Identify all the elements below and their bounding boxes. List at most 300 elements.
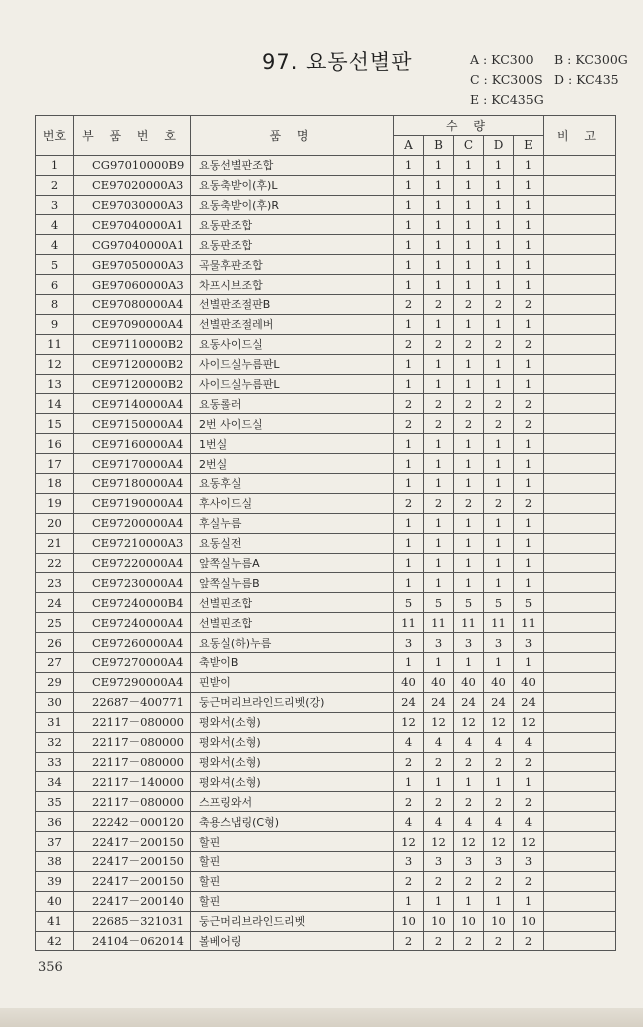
row-qty-c: 2: [454, 792, 484, 812]
row-qty-b: 1: [424, 195, 454, 215]
row-remarks: [544, 812, 616, 832]
row-qty-b: 12: [424, 712, 454, 732]
row-qty-c: 1: [454, 195, 484, 215]
row-qty-a: 1: [394, 255, 424, 275]
row-qty-d: 1: [484, 553, 514, 573]
row-qty-e: 1: [514, 374, 544, 394]
row-part-name: 곡물후판조합: [191, 255, 394, 275]
row-number: 38: [36, 851, 74, 871]
row-qty-e: 2: [514, 334, 544, 354]
row-qty-e: 2: [514, 414, 544, 434]
row-qty-b: 2: [424, 871, 454, 891]
row-remarks: [544, 772, 616, 792]
row-part-name: 선별핀조합: [191, 593, 394, 613]
row-qty-b: 2: [424, 295, 454, 315]
row-number: 32: [36, 732, 74, 752]
row-remarks: [544, 851, 616, 871]
row-qty-b: 1: [424, 533, 454, 553]
row-number: 14: [36, 394, 74, 414]
row-part-number: CE97160000A4: [74, 434, 191, 454]
row-remarks: [544, 334, 616, 354]
row-part-number: 22417－200150: [74, 832, 191, 852]
row-part-name: 선별판조절레버: [191, 314, 394, 334]
table-row: [36, 672, 616, 692]
row-qty-a: 1: [394, 553, 424, 573]
row-qty-c: 2: [454, 295, 484, 315]
row-qty-d: 2: [484, 792, 514, 812]
row-qty-a: 2: [394, 493, 424, 513]
table-row: [36, 851, 616, 871]
header-qty-c: C: [454, 135, 484, 155]
row-qty-c: 1: [454, 255, 484, 275]
row-qty-e: 11: [514, 613, 544, 633]
row-part-name: 후실누름: [191, 513, 394, 533]
row-number: 6: [36, 275, 74, 295]
table-row: [36, 434, 616, 454]
row-part-number: CE97110000B2: [74, 334, 191, 354]
row-part-number: CE97020000A3: [74, 175, 191, 195]
row-remarks: [544, 891, 616, 911]
row-qty-c: 12: [454, 712, 484, 732]
row-qty-c: 1: [454, 513, 484, 533]
row-part-name: 사이드실누름판L: [191, 374, 394, 394]
table-row: [36, 871, 616, 891]
row-qty-a: 2: [394, 792, 424, 812]
table-row: [36, 931, 616, 951]
row-qty-c: 1: [454, 314, 484, 334]
row-part-number: 22685－321031: [74, 911, 191, 931]
row-qty-a: 2: [394, 295, 424, 315]
row-qty-d: 2: [484, 394, 514, 414]
row-qty-b: 1: [424, 573, 454, 593]
row-qty-e: 4: [514, 812, 544, 832]
row-qty-d: 2: [484, 493, 514, 513]
row-qty-e: 3: [514, 851, 544, 871]
model-b: B : KC300G: [554, 52, 628, 67]
row-remarks: [544, 613, 616, 633]
row-qty-e: 4: [514, 732, 544, 752]
table-row: [36, 175, 616, 195]
row-qty-b: 2: [424, 414, 454, 434]
row-part-name: 요동축받이(후)R: [191, 195, 394, 215]
row-part-name: 앞쪽실누름B: [191, 573, 394, 593]
row-qty-e: 1: [514, 215, 544, 235]
table-row: [36, 752, 616, 772]
row-part-number: CE97240000A4: [74, 613, 191, 633]
row-qty-b: 2: [424, 792, 454, 812]
header-part-no: 부 품 번 호: [74, 116, 191, 156]
model-e: E : KC435G: [470, 92, 544, 107]
row-qty-b: 1: [424, 513, 454, 533]
row-qty-b: 10: [424, 911, 454, 931]
table-row: [36, 593, 616, 613]
row-number: 24: [36, 593, 74, 613]
row-qty-b: 11: [424, 613, 454, 633]
row-number: 9: [36, 314, 74, 334]
header-remarks: 비 고: [544, 116, 616, 156]
table-row: [36, 891, 616, 911]
row-remarks: [544, 593, 616, 613]
row-part-name: 사이드실누름판L: [191, 354, 394, 374]
row-part-number: 22117－080000: [74, 752, 191, 772]
table-row: [36, 832, 616, 852]
row-part-name: 요동후실: [191, 474, 394, 494]
row-qty-d: 1: [484, 374, 514, 394]
row-qty-d: 11: [484, 613, 514, 633]
row-part-number: 22117－140000: [74, 772, 191, 792]
row-part-name: 할핀: [191, 851, 394, 871]
table-row: [36, 533, 616, 553]
row-qty-e: 12: [514, 832, 544, 852]
row-qty-d: 1: [484, 155, 514, 175]
row-part-name: 요동축받이(후)L: [191, 175, 394, 195]
row-number: 39: [36, 871, 74, 891]
page-title: 97. 요동선별판: [262, 50, 413, 74]
row-qty-d: 3: [484, 851, 514, 871]
row-qty-b: 1: [424, 275, 454, 295]
table-row: [36, 573, 616, 593]
row-remarks: [544, 493, 616, 513]
row-qty-a: 1: [394, 454, 424, 474]
row-remarks: [544, 434, 616, 454]
row-part-name: 요동실(하)누름: [191, 633, 394, 653]
row-qty-a: 1: [394, 891, 424, 911]
row-qty-a: 3: [394, 633, 424, 653]
row-qty-d: 2: [484, 295, 514, 315]
row-part-number: CE97180000A4: [74, 474, 191, 494]
row-qty-e: 1: [514, 891, 544, 911]
row-part-name: 평와서(소형): [191, 752, 394, 772]
table-row: [36, 195, 616, 215]
row-qty-c: 40: [454, 672, 484, 692]
row-qty-c: 1: [454, 454, 484, 474]
row-qty-a: 12: [394, 832, 424, 852]
row-qty-a: 2: [394, 334, 424, 354]
header-qty-d: D: [484, 135, 514, 155]
row-part-name: 평와서(소형): [191, 712, 394, 732]
row-qty-b: 2: [424, 394, 454, 414]
row-qty-e: 1: [514, 653, 544, 673]
row-part-name: 선별판조절판B: [191, 295, 394, 315]
row-qty-d: 1: [484, 454, 514, 474]
row-number: 27: [36, 653, 74, 673]
row-qty-e: 3: [514, 633, 544, 653]
row-qty-b: 2: [424, 493, 454, 513]
row-part-number: 22117－080000: [74, 732, 191, 752]
row-qty-b: 1: [424, 653, 454, 673]
row-part-name: 할핀: [191, 871, 394, 891]
row-number: 29: [36, 672, 74, 692]
row-number: 20: [36, 513, 74, 533]
row-qty-b: 1: [424, 354, 454, 374]
row-remarks: [544, 533, 616, 553]
row-qty-d: 1: [484, 275, 514, 295]
row-qty-e: 1: [514, 772, 544, 792]
row-qty-c: 10: [454, 911, 484, 931]
table-row: [36, 414, 616, 434]
row-part-name: 요동롤러: [191, 394, 394, 414]
row-qty-a: 1: [394, 513, 424, 533]
row-qty-c: 11: [454, 613, 484, 633]
row-qty-d: 1: [484, 354, 514, 374]
row-part-name: 평와셔(소형): [191, 772, 394, 792]
row-qty-a: 5: [394, 593, 424, 613]
model-c: C : KC300S: [470, 72, 543, 87]
parts-table: [35, 115, 616, 951]
row-part-name: 할핀: [191, 891, 394, 911]
row-remarks: [544, 374, 616, 394]
row-qty-e: 40: [514, 672, 544, 692]
row-part-number: CG97010000B9: [74, 155, 191, 175]
row-qty-e: 1: [514, 175, 544, 195]
row-number: 33: [36, 752, 74, 772]
row-qty-d: 1: [484, 175, 514, 195]
row-qty-a: 1: [394, 215, 424, 235]
table-row: [36, 911, 616, 931]
row-remarks: [544, 454, 616, 474]
row-number: 1: [36, 155, 74, 175]
row-remarks: [544, 414, 616, 434]
row-qty-c: 1: [454, 573, 484, 593]
row-qty-d: 1: [484, 255, 514, 275]
row-qty-a: 40: [394, 672, 424, 692]
row-part-name: 1번실: [191, 434, 394, 454]
row-qty-b: 1: [424, 374, 454, 394]
row-qty-a: 2: [394, 394, 424, 414]
row-number: 16: [36, 434, 74, 454]
row-number: 21: [36, 533, 74, 553]
row-qty-c: 1: [454, 155, 484, 175]
table-row: [36, 295, 616, 315]
row-qty-b: 1: [424, 314, 454, 334]
row-part-name: 요동선별판조합: [191, 155, 394, 175]
row-qty-e: 2: [514, 931, 544, 951]
row-qty-c: 1: [454, 235, 484, 255]
row-part-number: 22417－200150: [74, 851, 191, 871]
row-qty-c: 1: [454, 474, 484, 494]
row-qty-d: 1: [484, 513, 514, 533]
page-edge: [0, 1008, 643, 1027]
row-remarks: [544, 474, 616, 494]
row-part-number: 24104－062014: [74, 931, 191, 951]
row-qty-b: 3: [424, 633, 454, 653]
row-qty-b: 24: [424, 692, 454, 712]
row-number: 15: [36, 414, 74, 434]
row-qty-b: 2: [424, 931, 454, 951]
row-qty-a: 1: [394, 195, 424, 215]
row-qty-c: 2: [454, 394, 484, 414]
header-qty-a: A: [394, 135, 424, 155]
row-part-number: CE97210000A3: [74, 533, 191, 553]
row-remarks: [544, 712, 616, 732]
row-qty-d: 2: [484, 931, 514, 951]
row-remarks: [544, 832, 616, 852]
row-remarks: [544, 175, 616, 195]
row-qty-d: 1: [484, 314, 514, 334]
page-number: 356: [38, 960, 63, 975]
row-remarks: [544, 692, 616, 712]
row-qty-c: 24: [454, 692, 484, 712]
model-d: D : KC435: [554, 72, 619, 87]
row-qty-c: 2: [454, 931, 484, 951]
row-part-name: 후사이드실: [191, 493, 394, 513]
row-qty-a: 1: [394, 474, 424, 494]
row-number: 31: [36, 712, 74, 732]
row-remarks: [544, 911, 616, 931]
table-row: [36, 314, 616, 334]
row-part-number: CE97140000A4: [74, 394, 191, 414]
row-number: 40: [36, 891, 74, 911]
row-part-number: CE97290000A4: [74, 672, 191, 692]
row-qty-b: 1: [424, 235, 454, 255]
row-qty-a: 1: [394, 235, 424, 255]
row-qty-b: 1: [424, 474, 454, 494]
row-part-number: CE97030000A3: [74, 195, 191, 215]
row-remarks: [544, 255, 616, 275]
row-qty-d: 12: [484, 832, 514, 852]
row-part-number: 22117－080000: [74, 712, 191, 732]
row-qty-e: 1: [514, 314, 544, 334]
row-number: 30: [36, 692, 74, 712]
row-qty-c: 5: [454, 593, 484, 613]
row-qty-a: 2: [394, 752, 424, 772]
row-qty-a: 10: [394, 911, 424, 931]
row-remarks: [544, 195, 616, 215]
row-remarks: [544, 792, 616, 812]
row-number: 19: [36, 493, 74, 513]
row-remarks: [544, 513, 616, 533]
row-number: 22: [36, 553, 74, 573]
row-qty-e: 2: [514, 394, 544, 414]
row-qty-b: 1: [424, 215, 454, 235]
row-part-number: CG97040000A1: [74, 235, 191, 255]
row-part-name: 스프링와서: [191, 792, 394, 812]
row-qty-a: 2: [394, 414, 424, 434]
row-qty-c: 1: [454, 275, 484, 295]
row-qty-a: 1: [394, 533, 424, 553]
row-qty-c: 2: [454, 871, 484, 891]
row-qty-c: 1: [454, 175, 484, 195]
row-part-number: CE97260000A4: [74, 633, 191, 653]
row-qty-d: 5: [484, 593, 514, 613]
row-qty-b: 1: [424, 891, 454, 911]
table-row: [36, 454, 616, 474]
row-part-name: 차프시브조합: [191, 275, 394, 295]
row-qty-a: 1: [394, 275, 424, 295]
row-qty-d: 2: [484, 334, 514, 354]
model-legend: [470, 50, 640, 110]
row-part-number: CE97240000B4: [74, 593, 191, 613]
row-qty-d: 24: [484, 692, 514, 712]
row-qty-a: 11: [394, 613, 424, 633]
row-part-name: 앞쪽실누름A: [191, 553, 394, 573]
row-qty-e: 2: [514, 871, 544, 891]
parts-table-body: [36, 155, 616, 951]
header-qty: 수 량: [394, 116, 544, 136]
table-row: [36, 613, 616, 633]
table-row: [36, 493, 616, 513]
row-qty-b: 4: [424, 732, 454, 752]
row-qty-c: 12: [454, 832, 484, 852]
row-qty-d: 3: [484, 633, 514, 653]
table-row: [36, 692, 616, 712]
row-qty-b: 5: [424, 593, 454, 613]
row-qty-d: 2: [484, 752, 514, 772]
row-qty-a: 2: [394, 871, 424, 891]
row-number: 4: [36, 235, 74, 255]
row-part-name: 평와서(소형): [191, 732, 394, 752]
row-qty-a: 1: [394, 155, 424, 175]
table-row: [36, 394, 616, 414]
table-row: [36, 712, 616, 732]
row-part-number: CE97150000A4: [74, 414, 191, 434]
row-qty-d: 2: [484, 871, 514, 891]
header-qty-e: E: [514, 135, 544, 155]
row-qty-d: 10: [484, 911, 514, 931]
row-qty-d: 12: [484, 712, 514, 732]
row-number: 26: [36, 633, 74, 653]
row-qty-b: 40: [424, 672, 454, 692]
row-number: 41: [36, 911, 74, 931]
table-row: [36, 772, 616, 792]
header-name: 품 명: [191, 116, 394, 156]
row-remarks: [544, 394, 616, 414]
row-qty-e: 1: [514, 434, 544, 454]
row-qty-c: 3: [454, 851, 484, 871]
row-part-name: 요동판조합: [191, 215, 394, 235]
table-row: [36, 334, 616, 354]
row-part-number: CE97270000A4: [74, 653, 191, 673]
row-qty-d: 1: [484, 533, 514, 553]
row-part-name: 2번 사이드실: [191, 414, 394, 434]
row-qty-a: 1: [394, 314, 424, 334]
header-qty-b: B: [424, 135, 454, 155]
row-qty-e: 2: [514, 493, 544, 513]
row-number: 36: [36, 812, 74, 832]
row-qty-b: 1: [424, 553, 454, 573]
row-qty-a: 24: [394, 692, 424, 712]
row-qty-c: 1: [454, 533, 484, 553]
row-qty-c: 1: [454, 434, 484, 454]
row-qty-b: 1: [424, 434, 454, 454]
row-qty-c: 1: [454, 772, 484, 792]
row-number: 34: [36, 772, 74, 792]
row-remarks: [544, 314, 616, 334]
row-part-number: CE97120000B2: [74, 354, 191, 374]
row-qty-e: 1: [514, 195, 544, 215]
row-qty-b: 1: [424, 772, 454, 792]
row-part-number: GE97050000A3: [74, 255, 191, 275]
row-qty-b: 1: [424, 454, 454, 474]
row-part-name: 축받이B: [191, 653, 394, 673]
row-part-number: 22242－000120: [74, 812, 191, 832]
row-qty-e: 1: [514, 454, 544, 474]
row-qty-c: 2: [454, 493, 484, 513]
table-row: [36, 354, 616, 374]
row-part-number: CE97170000A4: [74, 454, 191, 474]
row-part-name: 핀받이: [191, 672, 394, 692]
row-number: 5: [36, 255, 74, 275]
row-number: 8: [36, 295, 74, 315]
row-qty-e: 5: [514, 593, 544, 613]
row-qty-a: 4: [394, 812, 424, 832]
row-qty-a: 1: [394, 374, 424, 394]
row-qty-e: 1: [514, 474, 544, 494]
row-remarks: [544, 752, 616, 772]
row-qty-c: 1: [454, 653, 484, 673]
row-qty-d: 1: [484, 434, 514, 454]
row-qty-b: 12: [424, 832, 454, 852]
